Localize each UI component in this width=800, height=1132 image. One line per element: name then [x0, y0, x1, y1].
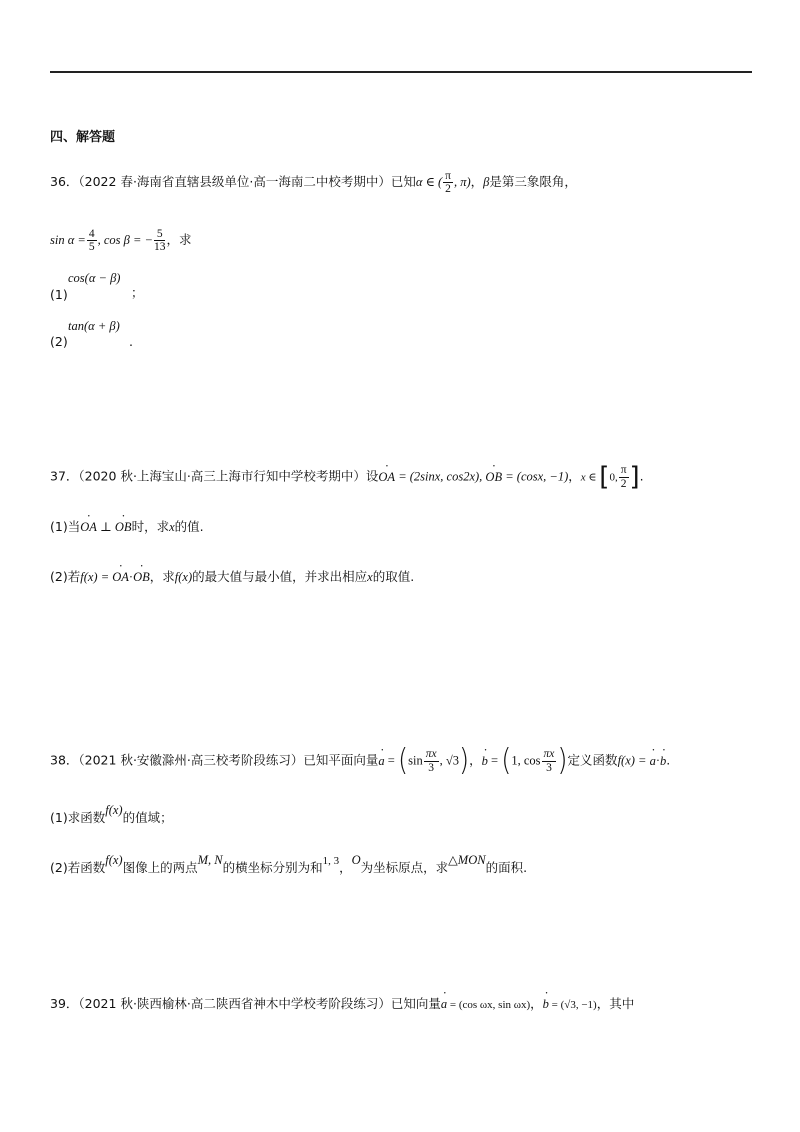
q38-p1-fx: f(x) [105, 803, 123, 817]
q39-comma: ， [530, 996, 543, 1011]
q38-pix-over-3: $\frac{\pi x}{3}$ [425, 748, 437, 774]
q38-p2-13: 1, 3 [322, 855, 340, 867]
q38-b-rparen: ) [557, 743, 568, 779]
q37-p1-line [50, 521, 204, 534]
q38-p1-label: (1)求函数 [50, 810, 106, 825]
q38-a: • a [378, 755, 384, 768]
q36-p2-end: . [129, 334, 133, 349]
q38-a-rparen: ) [458, 743, 470, 779]
q39-a-eq: = (cos ωx, sin ωx) [447, 999, 531, 1011]
q38-pix-over-3-b: $\frac{\pi x}{3}$ [543, 748, 555, 774]
q38-one-cos: 1, cos [511, 753, 541, 768]
q36-header-line [50, 170, 577, 195]
q39-header-line [50, 998, 634, 1011]
q36-p1-label: (1) [50, 287, 68, 302]
q37-comma: ， [568, 468, 581, 484]
q37-left-bracket: [ [599, 462, 610, 492]
q37-dot: · [128, 570, 134, 584]
q38-p1-end: 的值域； [122, 810, 173, 825]
q36-five-thirteenths: $\frac{5}{13}$ [153, 228, 166, 254]
q37-eq-ob: = (cosx, −1) [502, 469, 569, 484]
q38-p2-text2: 的横坐标分别为和 [222, 860, 323, 875]
q38-header: 38．（2021 秋·安徽滁州·高三校考阶段练习）已知平面向量 [50, 752, 379, 768]
q37-p1-ob: • OB [115, 521, 132, 534]
q37-p2-line [50, 571, 414, 584]
q37-p1-end: 的值. [174, 519, 204, 534]
q38-b-lparen: ( [501, 743, 512, 779]
q37-p1-oa: • OA [80, 521, 97, 534]
q37-p2-label: (2)若 [50, 569, 81, 584]
top-rule [50, 71, 752, 73]
q38-def-text: 定义函数 [567, 752, 618, 768]
q36-comma-pi: , π) [453, 175, 471, 190]
q38-p2-mn: M, N [197, 853, 223, 867]
q38-p2-tri: △MON [448, 853, 486, 867]
q36-alpha-in: α ∈ ( [415, 175, 443, 190]
q38-dot: · [655, 753, 661, 768]
q39-end: ，其中 [596, 996, 635, 1011]
q37-p1-label: (1)当 [50, 519, 81, 534]
q38-sqrt3: , √3 [439, 753, 459, 768]
q38-f-def: f(x) = [617, 753, 650, 768]
q37-p1-text: 时，求 [131, 519, 170, 534]
q38-p2-end: 的面积. [485, 860, 528, 875]
q38-p2-fx: f(x) [105, 853, 123, 867]
q36-p2-label: (2) [50, 334, 68, 349]
q37-header: 37．（2020 秋·上海宝山·高三上海市行知中学校考期中）设 [50, 468, 379, 484]
q37-right-bracket: ] [629, 462, 640, 492]
q37-x-in: x ∈ [580, 471, 600, 484]
q38-sin: sin [408, 753, 423, 768]
q37-p2-text2: 的最大值与最小值，并求出相应 [192, 569, 368, 584]
q36-sin-alpha: sin α = [50, 233, 86, 248]
q39-header: 39．（2021 秋·陕西榆林·高二陕西省神木中学校考阶段练习）已知向量 [50, 996, 441, 1011]
q36-cos-beta: , cos β = − [97, 233, 153, 248]
q38-p2-text3: 为坐标原点，求 [360, 860, 449, 875]
q38-p2-line [50, 853, 528, 875]
q36-qiu: ，求 [166, 232, 192, 248]
q37-p2-f: f(x) = [80, 570, 113, 584]
q37-ob: • OB [485, 471, 502, 484]
q37-eq-oa: = (2sinx, cos2x), [395, 469, 486, 484]
q36-third-quadrant: 是第三象限角， [489, 174, 577, 190]
q38-b: • b [482, 755, 488, 768]
q38-header-line [50, 743, 671, 779]
q37-p2-ob: • OB [133, 571, 150, 584]
q39-b: • b [543, 998, 549, 1011]
q37-p2-text3: 的取值. [372, 569, 415, 584]
q37-p2-fx: f(x) [174, 570, 193, 584]
section-title: 四、解答题 [50, 130, 116, 145]
q37-oa: • OA [378, 471, 395, 484]
q38-comma: ， [469, 752, 482, 768]
q36-beta: β [483, 175, 490, 190]
q37-p1-x: x [169, 520, 175, 534]
q37-p2-x: x [367, 570, 373, 584]
q37-header-line [50, 464, 644, 490]
q37-p2-text1: ，求 [149, 569, 175, 584]
q36-p2-expr: tan(α + β) [68, 319, 120, 333]
q38-period: . [666, 752, 671, 768]
q36-given-line [50, 228, 192, 253]
q38-p2-label: (2)若函数 [50, 860, 106, 875]
q36-comma: ， [470, 174, 484, 190]
q36-pi-over-2: $\frac{\pi}{2}$ [445, 170, 451, 196]
q38-a-lparen: ( [397, 743, 409, 779]
q38-eq-b: = [487, 753, 502, 768]
q37-p2-oa: • OA [112, 571, 129, 584]
q39-b-eq: = (√3, −1) [548, 999, 597, 1011]
q36-four-fifths: $\frac{4}{5}$ [88, 228, 95, 254]
q38-b2: • b [660, 755, 666, 768]
q39-a: • a [441, 998, 447, 1011]
q37-period: . [639, 468, 644, 484]
q37-pi-over-2: $\frac{\pi}{2}$ [620, 464, 627, 490]
q38-a2: • a [650, 755, 656, 768]
q36-p1-expr: cos(α − β) [68, 271, 121, 285]
q38-p2-comma: ， [339, 860, 352, 875]
q38-p2-o: O [351, 853, 361, 867]
q37-perp: ⊥ [96, 520, 115, 534]
q36-p1-end: ； [131, 285, 144, 300]
q37-zero: 0, [609, 471, 618, 484]
q38-p1-line [50, 803, 173, 825]
q38-eq-a: = [384, 753, 398, 768]
q36-header: 36．（2022 春·海南省直辖县级单位·高一海南二中校考期中）已知 [50, 174, 416, 190]
q38-p2-text1: 图像上的两点 [122, 860, 198, 875]
